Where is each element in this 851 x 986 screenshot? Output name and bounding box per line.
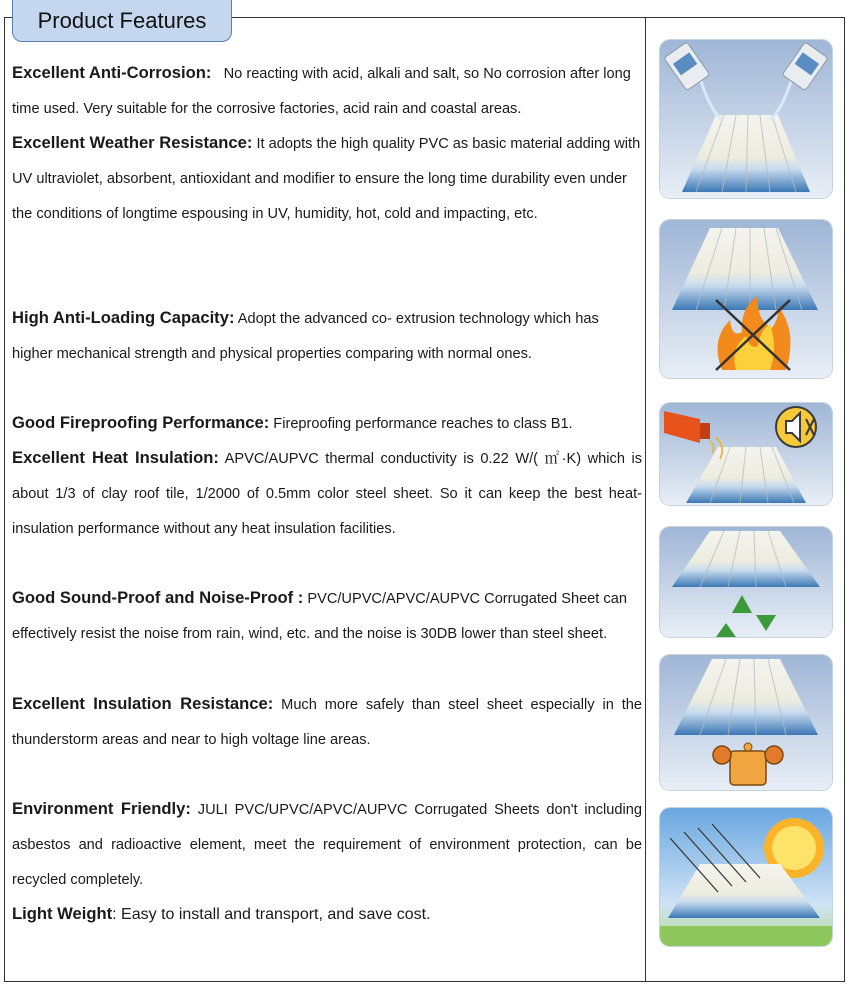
feature-heading: Light Weight bbox=[12, 904, 113, 923]
feature-text: JULI PVC/UPVC/APVC/AUPVC Corrugated Sheets don't including asbestos and radioactive element, meet the requirement of environment protection, can be recycled completely. bbox=[12, 802, 642, 888]
feature-environment-friendly bbox=[12, 791, 642, 898]
feature-text: PVC/UPVC/APVC/AUPVC Corrugated Sheet can effectively resist the noise from rain, wind, etc. and the noise is 30DB lower than steel sheet. bbox=[12, 591, 627, 642]
feature-heat-insulation bbox=[12, 440, 642, 547]
fire-resistance-image bbox=[660, 220, 832, 378]
feature-weather-resistance bbox=[12, 125, 642, 232]
feature-sound-proof bbox=[12, 580, 642, 652]
feature-heading: Excellent Weather Resistance: bbox=[12, 133, 253, 152]
feature-heading: Excellent Anti-Corrosion: bbox=[12, 63, 212, 82]
feature-heading: High Anti-Loading Capacity: bbox=[12, 308, 235, 327]
feature-text: Fireproofing performance reaches to class B1. bbox=[273, 416, 573, 432]
feature-text: APVC/AUPVC thermal conductivity is 0.22 W/( ㎡·K) which is about 1/3 of clay roof tile, 1/2000 of 0.5mm color steel sheet. So it can keep the best heat-insulation performance without any heat insulation facilities. bbox=[12, 451, 643, 537]
feature-heading: Excellent Heat Insulation: bbox=[12, 448, 219, 467]
feature-heading: Good Fireproofing Performance: bbox=[12, 413, 270, 432]
feature-text: Adopt the advanced co- extrusion technology which has higher mechanical strength and physical properties comparing with normal ones. bbox=[12, 311, 599, 362]
strength-image bbox=[660, 655, 832, 790]
feature-heading: Environment Friendly: bbox=[12, 799, 191, 818]
anti-corrosion-image bbox=[660, 40, 832, 198]
feature-text: It adopts the high quality PVC as basic material adding with UV ultraviolet, absorbent, antioxidant and modifier to ensure the long time durability even under the conditions of longtime espousing in UV, humidity, hot, cold and impacting, etc. bbox=[12, 136, 641, 222]
feature-text: No reacting with acid, alkali and salt, so No corrosion after long time used. Very suitable for the corrosive factories, acid rain and coastal areas. bbox=[12, 66, 631, 117]
feature-heading: Excellent Insulation Resistance: bbox=[12, 694, 274, 713]
feature-anti-corrosion bbox=[12, 55, 642, 127]
feature-fireproofing bbox=[12, 405, 642, 442]
feature-text: Much more safely than steel sheet especially in the thunderstorm areas and near to high voltage line areas. bbox=[12, 697, 642, 748]
section-title: Product Features bbox=[37, 7, 207, 33]
column-divider bbox=[645, 17, 646, 982]
recycle-image bbox=[660, 527, 832, 637]
feature-heading: Good Sound-Proof and Noise-Proof : bbox=[12, 588, 304, 607]
feature-text: : Easy to install and transport, and save cost. bbox=[112, 906, 431, 923]
feature-light-weight bbox=[12, 896, 642, 932]
sound-proof-image bbox=[660, 403, 832, 505]
uv-resistance-image bbox=[660, 808, 832, 946]
feature-anti-loading bbox=[12, 300, 642, 372]
section-title-tab bbox=[12, 0, 232, 42]
feature-insulation-resistance bbox=[12, 686, 642, 758]
